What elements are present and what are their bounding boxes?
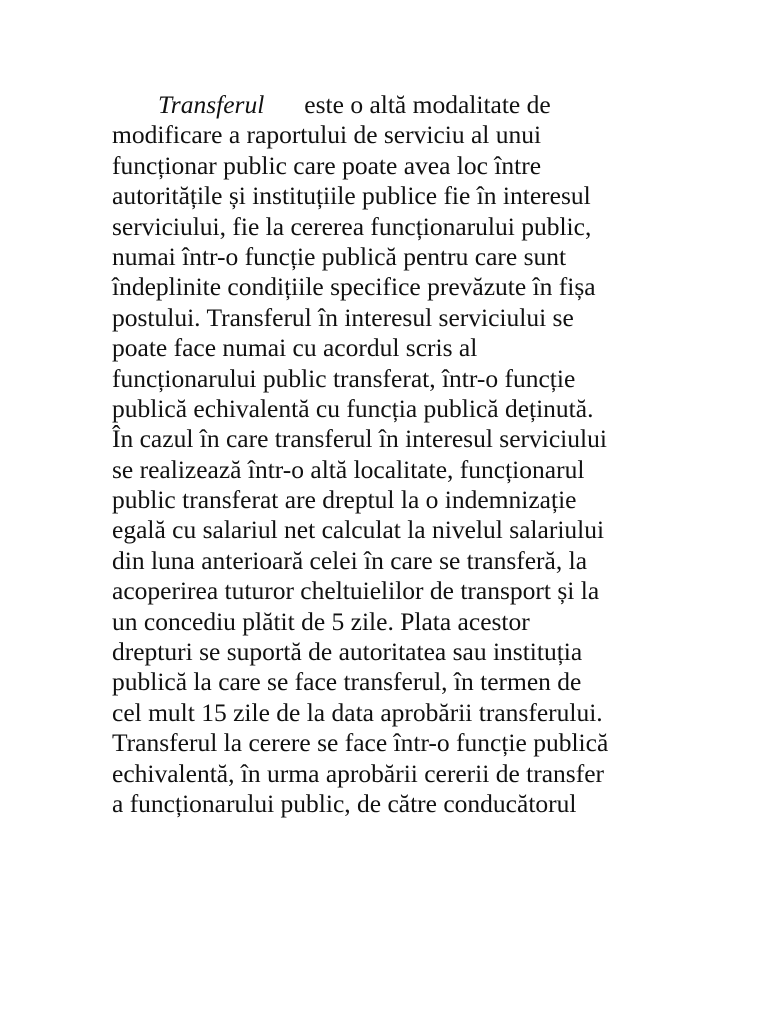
body-paragraph [112, 90, 656, 819]
text-line: publică la care se face transferul, în termen de [112, 667, 582, 697]
text-line: public transferat are dreptul la o indemnizație [112, 485, 577, 515]
text-line: serviciului, fie la cererea funcționarului public, [112, 211, 592, 241]
text-line-rest: este o altă modalitate de [304, 90, 551, 119]
italic-term: Transferul [158, 90, 265, 119]
text-line: drepturi se suportă de autoritatea sau instituția [112, 637, 583, 667]
text-line: se realizează într-o altă localitate, funcționarul [112, 454, 585, 484]
text-line: În cazul în care transferul în interesul serviciului [112, 424, 607, 454]
text-line: Transferul la cerere se face într-o funcție publică [112, 728, 609, 758]
text-line: publică echivalentă cu funcția publică deținută. [112, 393, 594, 423]
text-line: funcționarului public transferat, într-o funcție [112, 363, 576, 393]
text-line: postului. Transferul în interesul serviciului se [112, 302, 574, 332]
text-line: echivalentă, în urma aprobării cererii de transfer [112, 758, 605, 788]
text-line: autoritățile și instituțiile publice fie în interesul [112, 181, 591, 211]
text-line: a funcționarului public, de către conducătorul [112, 788, 577, 818]
text-line: cel mult 15 zile de la data aprobării transferului. [112, 697, 603, 727]
text-line: îndeplinite condițiile specifice prevăzute în fișa [112, 272, 596, 302]
text-line: acoperirea tuturor cheltuielilor de transport și la [112, 576, 600, 606]
text-line: numai într-o funcție publică pentru care sunt [112, 241, 567, 271]
text-line: egală cu salariul net calculat la nivelul salariului [112, 515, 605, 545]
text-line: modificare a raportului de serviciu al unui [112, 120, 542, 150]
text-line: un concediu plătit de 5 zile. Plata acestor [112, 606, 530, 636]
text-line [112, 90, 656, 120]
text-line: funcționar public care poate avea loc între [112, 150, 542, 180]
text-line: poate face numai cu acordul scris al [112, 333, 478, 363]
text-line: din luna anterioară celei în care se transferă, la [112, 545, 588, 575]
